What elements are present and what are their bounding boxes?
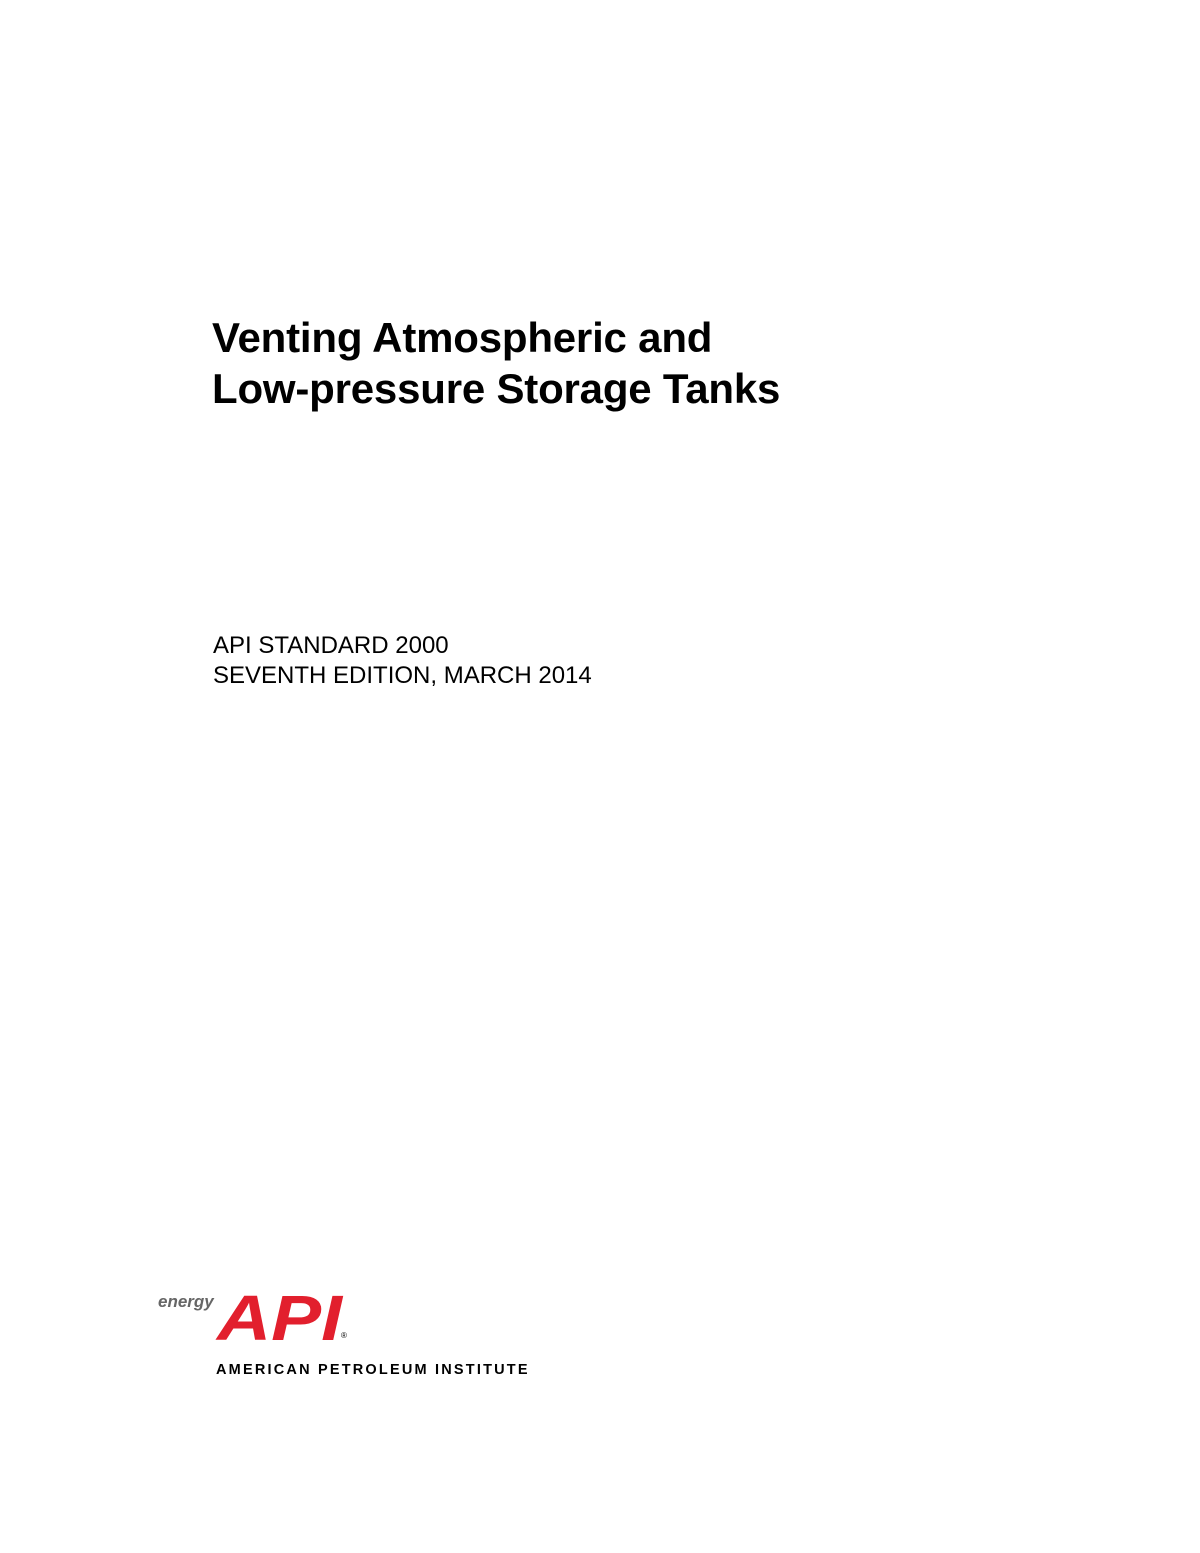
api-logo xyxy=(155,1280,555,1390)
document-title xyxy=(212,312,1012,414)
organization-name: AMERICAN PETROLEUM INSTITUTE xyxy=(216,1362,530,1378)
title-line-1: Venting Atmospheric and xyxy=(212,314,713,361)
api-logo-icon xyxy=(155,1280,355,1350)
registered-mark: ® xyxy=(341,1331,347,1340)
logo-mark: API xyxy=(214,1282,344,1350)
document-subtitle xyxy=(213,631,592,691)
logo-tagline: energy xyxy=(158,1292,214,1311)
standard-number: API STANDARD 2000 xyxy=(213,632,449,659)
title-line-2: Low-pressure Storage Tanks xyxy=(212,365,781,412)
edition-date: SEVENTH EDITION, MARCH 2014 xyxy=(213,662,592,689)
